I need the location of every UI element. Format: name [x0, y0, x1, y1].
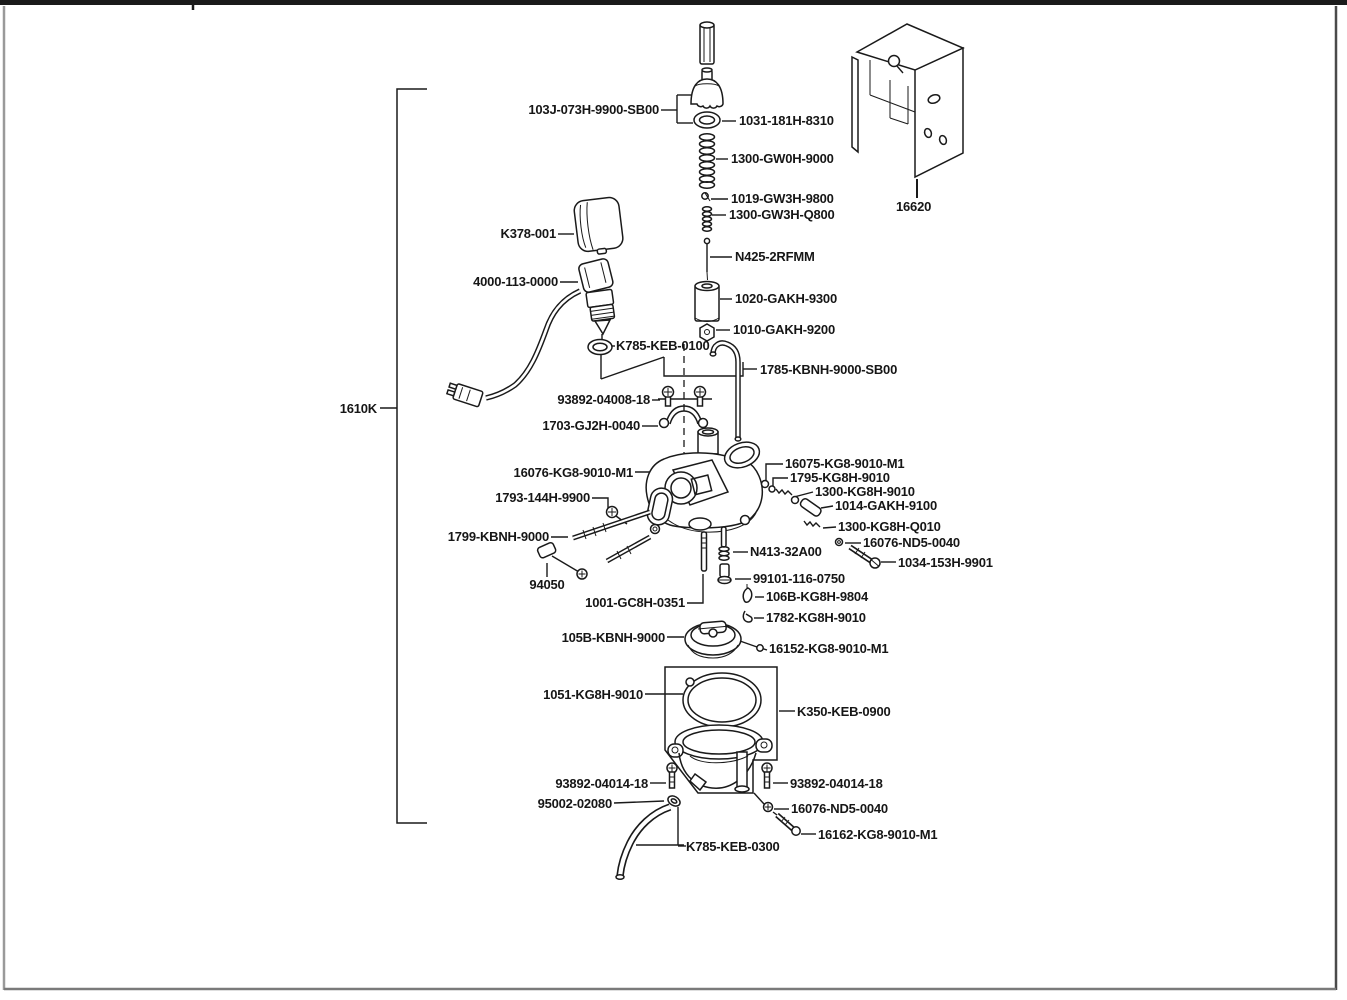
label-1782-kg8h-9010: 1782-KG8H-9010 — [766, 610, 866, 625]
label-1703-gj2h-0040: 1703-GJ2H-0040 — [542, 418, 640, 433]
label-1019-gw3h-9800: 1019-GW3H-9800 — [731, 191, 834, 206]
part-throttle-cable-tube — [700, 22, 714, 64]
label-4000-113-0000: 4000-113-0000 — [473, 274, 558, 289]
part-needle-spring — [703, 207, 712, 231]
label-1793-144h-9900: 1793-144H-9900 — [495, 490, 590, 505]
label-16152-kg8-9010-m1: 16152-KG8-9010-M1 — [769, 641, 889, 656]
label-1051-kg8h-9010: 1051-KG8H-9010 — [543, 687, 643, 702]
label-106b-kg8h-9804: 106B-KG8H-9804 — [766, 589, 868, 604]
part-jet-needle — [704, 238, 709, 280]
label-k785-keb-0300: K785-KEB-0300 — [686, 839, 780, 854]
label-1010-gakh-9200: 1010-GAKH-9200 — [733, 322, 835, 337]
part-float-assembly — [685, 621, 741, 658]
part-carburetor-top-cap — [691, 68, 723, 108]
part-screw-1034 — [850, 547, 880, 568]
part-drain-tube — [616, 807, 670, 879]
part-bowl-screw-left — [667, 763, 677, 788]
label-k350-keb-0900: K350-KEB-0900 — [797, 704, 891, 719]
part-bystarter-cable — [446, 291, 580, 407]
part-washer-nd5-upper — [836, 539, 843, 546]
label-1610k: 1610K — [339, 401, 377, 416]
part-air-screw-1001 — [702, 532, 707, 571]
label-93892-04014-18-right: 93892-04014-18 — [790, 776, 883, 791]
label-n425-2rfmm: N425-2RFMM — [735, 249, 815, 264]
part-overflow-tube — [710, 343, 741, 441]
label-1020-gakh-9300: 1020-GAKH-9300 — [735, 291, 837, 306]
label-k378-001: K378-001 — [500, 226, 556, 241]
label-1785-kbnh-9000-sb00: 1785-KBNH-9000-SB00 — [760, 362, 898, 377]
part-bowl-screw-right — [762, 763, 772, 788]
part-drain-washer-nd5 — [764, 803, 773, 812]
part-float-pin-screw-16152 — [740, 641, 763, 651]
label-105b-kbnh-9000: 105B-KBNH-9000 — [561, 630, 665, 645]
part-throttle-valve — [695, 282, 719, 322]
label-1300-kg8h-q010: 1300-KG8H-Q010 — [838, 519, 941, 534]
assembly-group-bracket — [380, 89, 427, 823]
label-93892-04008-18: 93892-04008-18 — [557, 392, 650, 407]
label-n413-32a00: N413-32A00 — [750, 544, 822, 559]
label-99101-116-0750: 99101-116-0750 — [753, 571, 845, 586]
label-103j-073h-9900-sb00: 103J-073H-9900-SB00 — [528, 102, 659, 117]
part-float-valve-106b — [743, 584, 752, 602]
label-94050: 94050 — [529, 577, 565, 592]
label-95002-02080: 95002-02080 — [537, 796, 612, 811]
label-16075-kg8-9010-m1: 16075-KG8-9010-M1 — [785, 456, 905, 471]
part-control-unit — [573, 196, 624, 256]
label-1031-181h-8310: 1031-181H-8310 — [739, 113, 834, 128]
label-1795-kg8h-9010: 1795-KG8H-9010 — [790, 470, 890, 485]
label-1300-gw0h-9000: 1300-GW0H-9000 — [731, 151, 834, 166]
label-1014-gakh-9100: 1014-GAKH-9100 — [835, 498, 937, 513]
part-nut-and-jet-1014 — [792, 497, 823, 518]
label-k785-keb-0100: K785-KEB-0100 — [616, 338, 710, 353]
label-1034-153h-9901: 1034-153H-9901 — [898, 555, 993, 570]
label-1799-kbnh-9000: 1799-KBNH-9000 — [447, 529, 549, 544]
part-main-jet-99101 — [718, 564, 731, 584]
part-chamber-gasket-1051 — [683, 673, 761, 727]
label-16076-nd5-0040-upper: 16076-ND5-0040 — [863, 535, 960, 550]
part-auto-bystarter — [578, 258, 616, 346]
part-valve-clip-1782 — [743, 611, 752, 622]
part-cap-o-ring — [694, 112, 720, 128]
label-16620: 16620 — [896, 199, 932, 214]
part-mounting-studs — [573, 512, 660, 561]
part-cable-clamp-94050 — [537, 542, 587, 579]
label-16076-nd5-0040-lower: 16076-ND5-0040 — [791, 801, 888, 816]
part-needle-clip — [702, 193, 710, 201]
label-1300-gw3h-q800: 1300-GW3H-Q800 — [729, 207, 835, 222]
part-bystarter-o-ring — [588, 340, 612, 355]
label-1300-kg8h-9010: 1300-KG8H-9010 — [815, 484, 915, 499]
part-throttle-spring — [700, 134, 715, 188]
label-16076-kg8-9010-m1: 16076-KG8-9010-M1 — [513, 465, 633, 480]
part-spring-1300-9010 — [776, 489, 792, 495]
label-16162-kg8-9010-m1: 16162-KG8-9010-M1 — [818, 827, 938, 842]
part-mounting-bracket-16620 — [852, 24, 963, 177]
part-float-chamber-bowl — [668, 725, 772, 792]
label-1001-gc8h-0351: 1001-GC8H-0351 — [585, 595, 685, 610]
part-spring-q010 — [804, 521, 820, 527]
label-93892-04014-18-left: 93892-04014-18 — [555, 776, 648, 791]
